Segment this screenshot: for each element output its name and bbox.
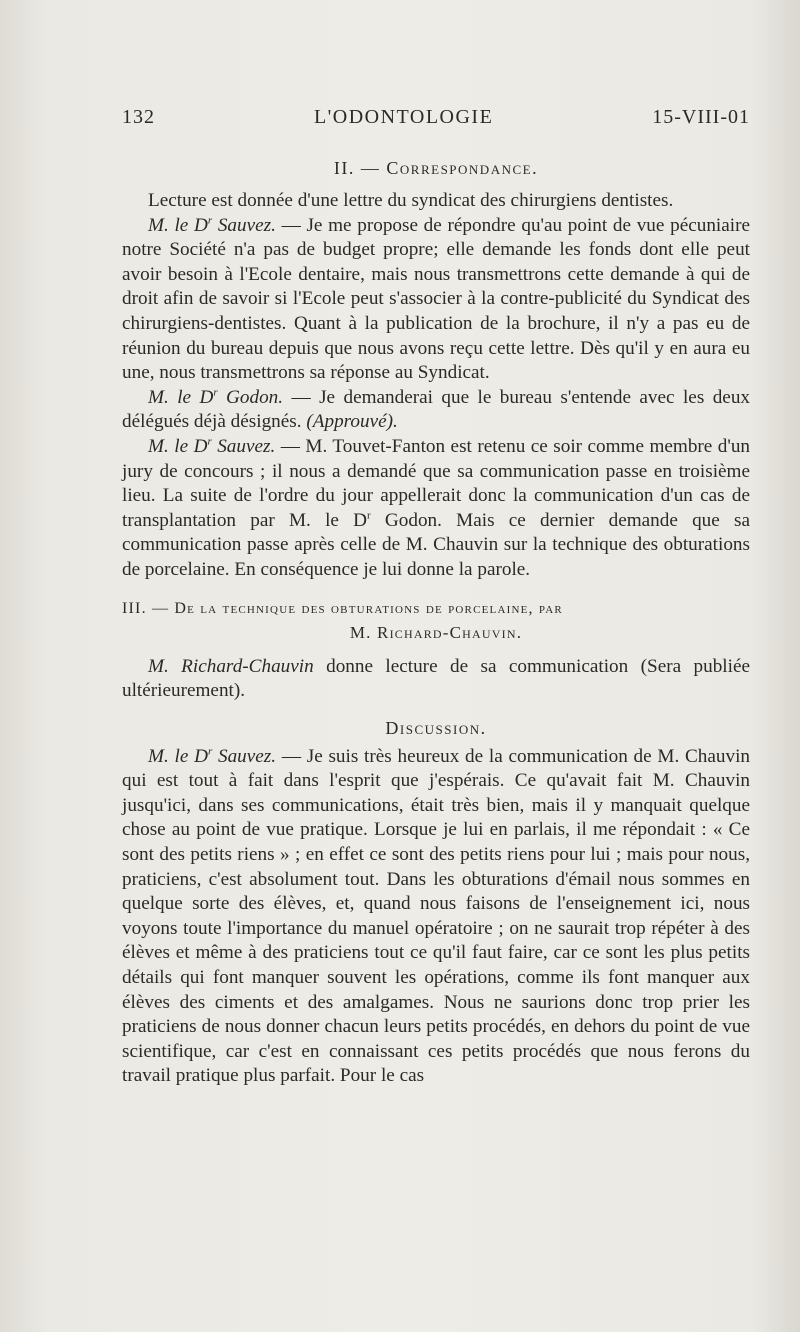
correspondance-heading: II. — Correspondance. bbox=[333, 158, 539, 178]
paragraph-richard-chauvin bbox=[122, 655, 750, 704]
paragraph-text: — Je me propose de répondre qu'au point de vue pécuniaire notre Société n'a pas de budget propre; elle demande les fonds dont elle peut avoir besoin à l'Ecole dentaire, mais nous transmettrons cette demande à qui de droit afin de savoir si l'Ecole peut s'associer à la contre-publicité du Syndicat des chirurgiens-dentistes. Quant à la publication de la brochure, il n'y a pas eu de réunion du bureau depuis que nous avons reçu cette lettre. Dès qu'il y en aura eu une, nous transmettrons sa réponse au Syndicat. bbox=[122, 214, 750, 384]
paragraph-text: — Je suis très heureux de la communication de M. Chauvin qui est tout à fait dans l'esprit que j'espérais. Ce qu'avait fait M. Chauvin jusqu'ici, dans ses communications, était très bien, mais il y manquait quelque chose au point de vue pratique. Lorsque je lui en parlais, il me répondait : « Ce sont des petits riens » ; en effet ce sont des petits riens pour lui ; mais pour nous, praticiens, c'est absolument tout. Dans les obturations d'émail nous sommes en quelque sorte des élèves, et, quand nous faisons de l'enseignement ici, nous voyons toute l'importance du manuel opératoire ; on ne saurait trop répéter à des élèves et même à des praticiens tout ce qu'il faut faire, car ce sont les plus petits détails qui font manquer souvent les opérations, comme ils font manquer aux élèves des ciments et des amalgames. Nous ne saurions donc trop prier les praticiens de nous donner chacun leurs petits procédés, en dehors du point de vue scientifique, car c'est en connaissant ces petits procédés que nous ferons du travail pratique plus parfait. Pour le cas bbox=[122, 745, 751, 1087]
speaker-name: M. le $D^r$ Sauvez. bbox=[148, 745, 277, 767]
paragraph-text: — Je demanderai que le bureau s'entende avec les deux délégués déjà désignés. bbox=[122, 386, 751, 433]
speaker-name: M. Richard-Chauvin bbox=[148, 655, 314, 677]
speaker-name: M. le $D^r$ Godon. bbox=[148, 386, 284, 408]
paragraph-godon-reply bbox=[122, 386, 750, 435]
obturations-heading-line1: III. — De la technique des obturations de porcelaine, par bbox=[122, 599, 563, 617]
journal-title: L'ODONTOLOGIE bbox=[313, 106, 494, 128]
paragraph-sauvez-order bbox=[122, 435, 750, 583]
issue-date: 15-VIII-01 bbox=[652, 106, 750, 128]
speaker-name: M. le $D^r$ Sauvez. bbox=[148, 214, 276, 236]
approved-note: (Approuvé). bbox=[306, 411, 398, 433]
paragraph-sauvez-reply bbox=[122, 214, 750, 386]
running-header bbox=[122, 106, 750, 136]
paragraph-sauvez-discussion bbox=[122, 745, 750, 1089]
page-number: 132 bbox=[122, 106, 155, 128]
paragraph-text: donne lecture de sa communication (Sera publiée ultérieurement). bbox=[122, 655, 751, 702]
obturations-heading-line2: M. Richard-Chauvin. bbox=[349, 622, 523, 642]
page-content bbox=[122, 106, 750, 1089]
paragraph-text: — M. Touvet-Fanton est retenu ce soir comme membre d'un jury de concours ; il nous a demandé que sa communication passe en troisième lieu. La suite de l'ordre du jour appellerait donc la communication d'un cas de transplantation par M. le D bbox=[122, 435, 751, 531]
obturations-heading bbox=[122, 597, 750, 645]
superscript: r bbox=[367, 509, 371, 522]
paragraph-text: Godon. Mais ce dernier demande que sa communication passe après celle de M. Chauvin sur la technique des obturations de porcelaine. En conséquence je lui donne la parole. bbox=[122, 509, 750, 580]
paragraph-letter-reading: Lecture est donnée d'une lettre du syndicat des chirurgiens dentistes. bbox=[148, 190, 674, 211]
discussion-heading: Discussion. bbox=[385, 717, 487, 738]
speaker-name: M. le $D^r$ Sauvez. bbox=[148, 435, 276, 457]
